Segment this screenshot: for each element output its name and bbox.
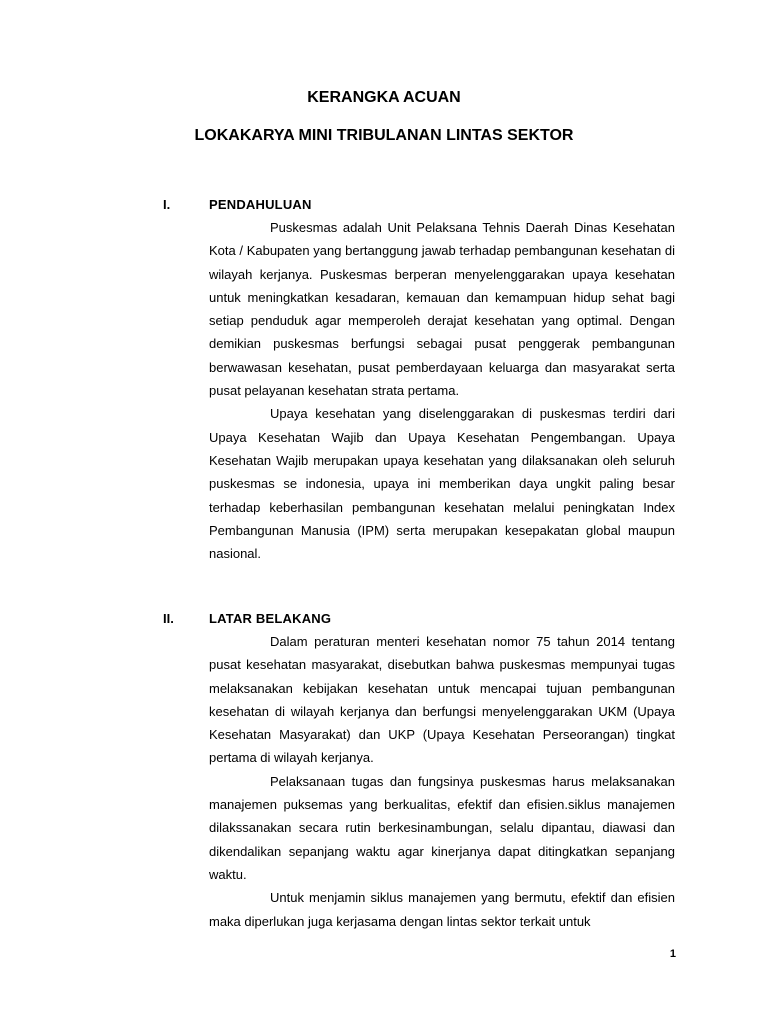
section-body	[209, 630, 675, 933]
paragraph: Puskesmas adalah Unit Pelaksana Tehnis Daerah Dinas Kesehatan Kota / Kabupaten yang bertanggung jawab terhadap pembangunan kesehatan di wilayah kerjanya. Puskesmas berperan menyelenggarakan upaya kesehatan untuk meningkatkan kesadaran, kemauan dan kemampuan hidup sehat bagi setiap penduduk agar memperoleh derajat kesehatan yang optimal. Dengan demikian puskesmas berfungsi sebagai pusat penggerak pembangunan berwawasan kesehatan, pusat pemberdayaan keluarga dan masyarakat serta pusat pelayanan kesehatan strata pertama.	[209, 220, 675, 399]
section-number: II.	[163, 611, 174, 626]
document-subtitle: LOKAKARYA MINI TRIBULANAN LINTAS SEKTOR	[194, 127, 574, 144]
section-number: I.	[163, 197, 171, 212]
paragraph: Upaya kesehatan yang diselenggarakan di puskesmas terdiri dari Upaya Kesehatan Wajib dan Upaya Kesehatan Pengembangan. Upaya Kesehatan Wajib merupakan upaya kesehatan yang dilaksanakan oleh seluruh puskesmas se indonesia, upaya ini memberikan daya ungkit paling besar terhadap keberhasilan pembangunan kesehatan melalui peningkatan Index Pembangunan Manusia (IPM) serta merupakan kesepakatan global maupun nasional.	[209, 406, 675, 562]
section-heading: LATAR BELAKANG	[209, 611, 332, 626]
document-title: KERANGKA ACUAN	[307, 89, 461, 106]
paragraph: Pelaksanaan tugas dan fungsinya puskesmas harus melaksanakan manajemen puksemas yang berkualitas, efektif dan efisien.siklus manajemen dilakssanakan secara rutin berkesinambungan, selalu dipantau, diawasi dan dikendalikan sepanjang waktu agar kinerjanya dapat ditingkatkan sepanjang waktu.	[209, 773, 675, 882]
paragraph: Dalam peraturan menteri kesehatan nomor 75 tahun 2014 tentang pusat kesehatan masyarakat, disebutkan bahwa puskesmas mempunyai tugas melaksanakan kebijakan kesehatan untuk mencapai tujuan pembangunan kesehatan di wilayah kerjanya dan berfungsi menyelenggarakan UKM (Upaya Kesehatan Masyarakat) dan UKP (Upaya Kesehatan Perseorangan) tingkat pertama di wilayah kerjanya.	[209, 634, 675, 766]
page-number: 1	[669, 948, 676, 960]
section-heading: PENDAHULUAN	[209, 197, 312, 212]
section-body	[209, 216, 675, 565]
paragraph: Untuk menjamin siklus manajemen yang bermutu, efektif dan efisien maka diperlukan juga kerjasama dengan lintas sektor terkait untuk	[209, 890, 675, 929]
